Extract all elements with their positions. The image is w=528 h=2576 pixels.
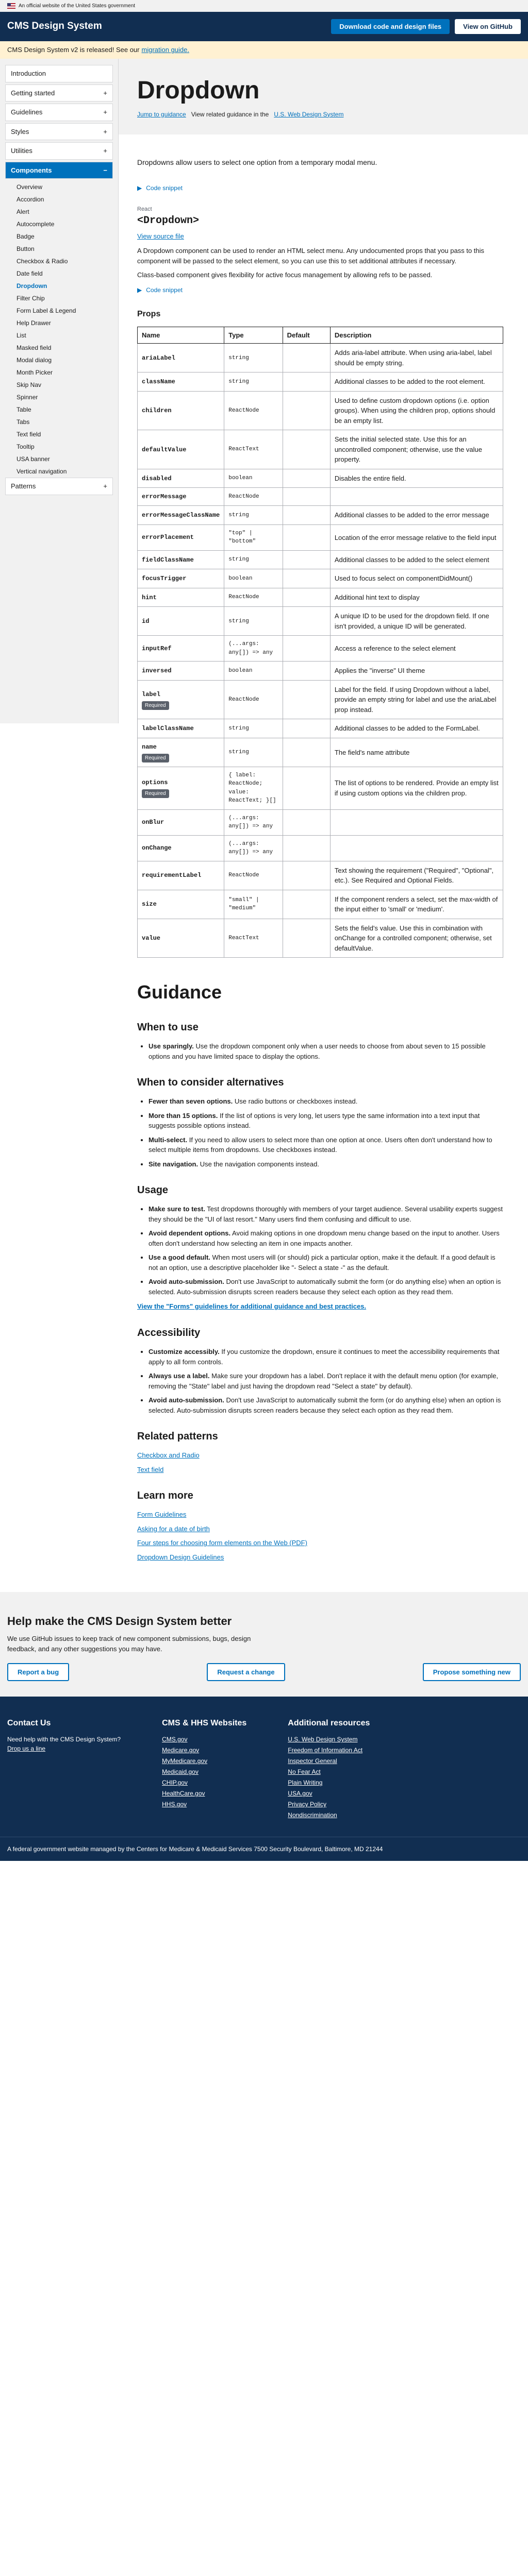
prop-default: [283, 569, 330, 588]
sidebar-subitem[interactable]: USA banner: [16, 455, 50, 463]
col-type: Type: [224, 327, 283, 344]
prop-description: Text showing the requirement ("Required", "Optional", etc.). See Required and Optional Fields.: [330, 861, 503, 890]
us-flag-icon: [7, 3, 15, 9]
prop-default: [283, 919, 330, 958]
prop-name: onChange: [138, 835, 224, 861]
sidebar-subitem[interactable]: Overview: [16, 183, 43, 191]
prop-type: string: [224, 719, 283, 738]
prop-default: [283, 636, 330, 662]
related-link[interactable]: Four steps for choosing form elements on the Web (PDF): [137, 1539, 307, 1547]
sidebar-subitem[interactable]: Text field: [16, 431, 41, 438]
propose-new-button[interactable]: Propose something new: [423, 1663, 521, 1681]
prop-type: ReactNode: [224, 488, 283, 506]
page-title: Dropdown: [137, 77, 260, 104]
prop-type: boolean: [224, 662, 283, 681]
prop-default: [283, 835, 330, 861]
prop-name: labelClassName: [138, 719, 224, 738]
footer-bottom: A federal government website managed by the Centers for Medicare & Medicaid Services 7500 Security Boulevard, Baltimore, MD 21244: [0, 1837, 528, 1861]
table-row: [138, 835, 503, 861]
table-row: [138, 607, 503, 636]
sidebar-subitem[interactable]: Modal dialog: [16, 357, 52, 364]
prop-default: [283, 488, 330, 506]
prop-name: inversed: [138, 662, 224, 681]
prop-default: [283, 607, 330, 636]
page-lead: Dropdowns allow users to select one option from a temporary modal menu.: [137, 158, 377, 166]
sidebar-subitem[interactable]: Checkbox & Radio: [16, 258, 68, 265]
prop-type: ReactNode: [224, 391, 283, 430]
plus-icon: +: [103, 108, 107, 116]
related-link[interactable]: Checkbox and Radio: [137, 1451, 200, 1460]
sidebar-item[interactable]: Utilities +: [5, 142, 113, 160]
prop-description: Sets the initial selected state. Use this for an uncontrolled component; otherwise, use the value property.: [330, 430, 503, 469]
list-item: • Make sure to test. Test dropdowns thoroughly with members of your target audience. Several usability experts suggest they should be the "UI of last resort." Many users find them confusing and difficult to use.: [148, 1204, 503, 1224]
prop-default: [283, 391, 330, 430]
prop-description: The field's name attribute: [330, 738, 503, 767]
col-name: Name: [138, 327, 224, 344]
prop-default: [283, 372, 330, 392]
list-item: • Multi-select. If you need to allow users to select more than one option at once. Users often don't understand how to select multiple items from dropdowns. Use checkboxes instead.: [148, 1135, 503, 1155]
uswds-link[interactable]: U.S. Web Design System: [274, 110, 344, 118]
sidebar-subitem[interactable]: Form Label & Legend: [16, 307, 76, 314]
sidebar-subitem[interactable]: Table: [16, 406, 31, 413]
footer-link[interactable]: Medicare.gov: [162, 1747, 200, 1754]
prop-default: [283, 680, 330, 719]
prop-type: "small" | "medium": [224, 890, 283, 919]
sidebar-item[interactable]: Introduction: [5, 65, 113, 82]
prop-default: [283, 767, 330, 809]
prop-description: The list of options to be rendered. Provide an empty list if using custom options via the children prop.: [330, 767, 503, 809]
list-item: • Avoid auto-submission. Don't use JavaScript to automatically submit the form (or do anything else) when an option is selected. Auto-submission disrupts screen readers because they select each option as they read them.: [148, 1395, 503, 1415]
sidebar-subitem[interactable]: Tooltip: [16, 443, 35, 450]
footer: Contact Us Need help with the CMS Design System? Drop us a line CMS & HHS Websites CMS.gov Medicare.gov MyMedicare.gov Medicaid.gov CHIP.gov HealthCare.gov HHS.gov Additional resources U.S. Web Design System Freedom of Information Act Inspector General No Fear Act Plain Writing USA.gov Privacy Policy Nondiscrimination: [0, 1697, 528, 1837]
table-row: [138, 524, 503, 550]
prop-name: onBlur: [138, 809, 224, 835]
plus-icon: +: [103, 147, 107, 155]
help-section: Help make the CMS Design System better We use GitHub issues to keep track of new component submissions, bugs, design feedback, and any other suggestions you may have. Report a bug Request a change Propose something new: [0, 1592, 528, 1697]
release-banner: CMS Design System v2 is released! See our migration guide.: [0, 41, 528, 59]
site-logo[interactable]: CMS Design System: [7, 21, 102, 32]
sidebar-subitem[interactable]: Tabs: [16, 418, 30, 426]
prop-name: name Required: [138, 738, 224, 767]
prop-description: Additional classes to be added to the root element.: [330, 372, 503, 392]
prop-name: focusTrigger: [138, 569, 224, 588]
prop-type: { label: ReactNode; value: ReactText; }[]: [224, 767, 283, 809]
prop-description: Access a reference to the select element: [330, 636, 503, 662]
prop-description: [330, 835, 503, 861]
prop-description: Disables the entire field.: [330, 469, 503, 488]
list-item: [137, 1465, 503, 1475]
list-item: • Use a good default. When most users will (or should) pick a particular option, make it the default. If a good default is not an option, use a descriptive placeholder like "- Select a state -" as the default.: [148, 1252, 503, 1273]
sidebar-subitem[interactable]: Vertical navigation: [16, 468, 67, 475]
prop-type: string: [224, 550, 283, 569]
prop-description: Used to define custom dropdown options (i.e. option groups). When using the children prop, options should be an empty list.: [330, 391, 503, 430]
prop-name: requirementLabel: [138, 861, 224, 890]
table-row: [138, 636, 503, 662]
footer-link[interactable]: No Fear Act: [288, 1768, 321, 1776]
prop-description: [330, 809, 503, 835]
prop-type: ReactNode: [224, 861, 283, 890]
prop-name: disabled: [138, 469, 224, 488]
sidebar-subitem[interactable]: Help Drawer: [16, 319, 51, 327]
migration-guide-link[interactable]: migration guide.: [141, 46, 189, 54]
list-item: • Customize accessibly. If you customize the dropdown, ensure it continues to meet the accessibility requirements that apply to all form controls.: [148, 1347, 503, 1367]
prop-default: [283, 430, 330, 469]
list-item: • Avoid auto-submission. Don't use JavaScript to automatically submit the form (or do anything else) when an option is selected. Auto-submission disrupts screen readers because they select each option as they read them.: [148, 1277, 503, 1297]
list-item: [137, 1450, 503, 1461]
prop-default: [283, 809, 330, 835]
prop-default: [283, 719, 330, 738]
prop-name: label Required: [138, 680, 224, 719]
prop-description: Applies the "inverse" UI theme: [330, 662, 503, 681]
sidebar-subitem[interactable]: Autocomplete: [16, 221, 55, 228]
required-badge: Required: [142, 701, 169, 710]
table-row: [138, 569, 503, 588]
footer-link[interactable]: Inspector General: [288, 1757, 337, 1765]
prop-type: (...args: any[]) => any: [224, 835, 283, 861]
footer-link[interactable]: Freedom of Information Act: [288, 1747, 363, 1754]
report-bug-button[interactable]: Report a bug: [7, 1663, 69, 1681]
code-snippet-toggle-2[interactable]: ▶ Code snippet: [137, 286, 183, 294]
prop-type: ReactNode: [224, 588, 283, 607]
prop-name: id: [138, 607, 224, 636]
footer-link[interactable]: MyMedicare.gov: [162, 1757, 208, 1765]
related-link[interactable]: Dropdown Design Guidelines: [137, 1553, 224, 1561]
prop-default: [283, 469, 330, 488]
prop-description: Location of the error message relative to the field input: [330, 524, 503, 550]
jump-to-guidance-link[interactable]: Jump to guidance: [137, 110, 186, 118]
prop-type: ReactNode: [224, 680, 283, 719]
description-1: A Dropdown component can be used to render an HTML select menu. Any undocumented props that you pass to this component will be passed to the select element, so you can use this to set additional attributes if necessary.: [137, 247, 485, 265]
forms-guidelines-link[interactable]: View the "Forms" guidelines for additional guidance and best practices.: [137, 1302, 367, 1311]
download-button[interactable]: Download code and design files: [331, 19, 450, 34]
page-hero: Dropdown Jump to guidance View related guidance in the U.S. Web Design System: [119, 59, 528, 134]
chevron-right-icon: ▶: [137, 184, 142, 192]
col-description: Description: [330, 327, 503, 344]
plus-icon: +: [103, 482, 107, 490]
footer-link[interactable]: Plain Writing: [288, 1779, 323, 1787]
table-row: [138, 861, 503, 890]
table-row: [138, 809, 503, 835]
footer-link[interactable]: U.S. Web Design System: [288, 1736, 358, 1743]
table-row: [138, 469, 503, 488]
prop-default: [283, 588, 330, 607]
prop-type: string: [224, 344, 283, 372]
sidebar-item[interactable]: Patterns +: [5, 478, 113, 495]
sidebar-subitem[interactable]: Filter Chip: [16, 295, 45, 302]
request-change-button[interactable]: Request a change: [207, 1663, 285, 1681]
prop-description: Additional hint text to display: [330, 588, 503, 607]
table-row: [138, 372, 503, 392]
sidebar-item[interactable]: Guidelines +: [5, 104, 113, 121]
prop-description: Sets the field's value. Use this in combination with onChange for a controlled component; otherwise, set defaultValue.: [330, 919, 503, 958]
list-item: [137, 1510, 503, 1520]
prop-type: ReactText: [224, 919, 283, 958]
prop-description: Additional classes to be added to the FormLabel.: [330, 719, 503, 738]
list-item: • Site navigation. Use the navigation components instead.: [148, 1159, 503, 1170]
footer-link[interactable]: Privacy Policy: [288, 1801, 326, 1808]
gov-banner: An official website of the United States government: [0, 0, 528, 12]
prop-name: inputRef: [138, 636, 224, 662]
props-heading: Props: [137, 309, 161, 318]
footer-link[interactable]: Medicaid.gov: [162, 1768, 199, 1776]
prop-type: string: [224, 372, 283, 392]
footer-link[interactable]: Nondiscrimination: [288, 1811, 337, 1819]
prop-description: Label for the field. If using Dropdown without a label, provide an empty string for label and use the ariaLabel prop instead.: [330, 680, 503, 719]
prop-description: A unique ID to be used for the dropdown field. If one isn't provided, a unique ID will be generated.: [330, 607, 503, 636]
footer-link[interactable]: CHIP.gov: [162, 1779, 188, 1787]
list-item: • Fewer than seven options. Use radio buttons or checkboxes instead.: [148, 1096, 503, 1107]
prop-description: If the component renders a select, set the max-width of the input either to 'small' or 'medium'.: [330, 890, 503, 919]
prop-name: hint: [138, 588, 224, 607]
prop-type: string: [224, 506, 283, 525]
list-item: • Always use a label. Make sure your dropdown has a label. Don't replace it with the default menu option (for example, removing the "State" label and just having the dropdown read "Select a state" by default).: [148, 1371, 503, 1391]
related-link[interactable]: Form Guidelines: [137, 1511, 187, 1519]
main-content: Dropdown Jump to guidance View related guidance in the U.S. Web Design System Dropdowns allow users to select one option from a temporary modal menu. ▶ Code snippet React <Dropdown> View source file A Dropdown component can be used to render an HTML select menu. Any undocumented props that you pass to this component will be passed to the select element, so you can use this to set additional attributes if necessary. Class-based component gives flexibility for active focus management by allowing refs to be passed. ▶ Code snippet Props Name Type Default Description ariaLabel string Adds aria-label attribute. When using aria-label, label should be empty string. className string Additional classes to be added to the root element. children ReactNode Used to define custom dropdown options (i.e. option groups). When using the children prop, options should be an empty list. defaultValue ReactText Sets the initial selected state. Use this for an uncontrolled component; otherwise, use the value property. disabled boolean Disables the entire field. errorMessage ReactNode errorMessageClassName string Additional classes to be added to the error message errorPlacement "top" | "bottom" Location of the error message relative to the field input fieldClassName string Additional classes to be added to the select element focusTrigger boolean Used to focus select on componentDidMount() hint ReactNode Additional hint text to display id string A unique ID to be used for the dropdown field. If one isn't provided, a unique ID will be generated. inputRef (...args: any[]) => any Access a reference to the select element inversed boolean Applies the "inverse" UI theme label Required ReactNode Label for the field. If using Dropdown without a label, provide an empty string for label and use the ariaLabel prop instead. labelClassName string Additional classes to be added to the FormLabel. name Required string The field's name attribute options Required { label: ReactNode; value: ReactText; }[] The list of options to be rendered. Provide an empty list if using custom options via the children prop. onBlur (...args: any[]) => any onChange (...args: any[]) => any requirementLabel ReactNode Text showing the requirement ("Required", "Optional", etc.). See Required and Optional Fields. size "small" | "medium" If the component renders a select, set the max-width of the input either to 'small' or 'medium'. value ReactText Sets the field's value. Use this in combination with onChange for a controlled component; otherwise, set defaultValue. Guidance When to use • Use sparingly. Use the dropdown component only when a user needs to choose from about seven to 15 possible options and you have limited space to display the options. When to consider alternatives • Fewer than seven options. Use radio buttons or checkboxes instead. • More than 15 options. If the list of options is very long, let users type the same information into a text input that suggests possible options instead. • Multi-select. If you need to allow users to select more than one option at once. Users often don't understand how to select multiple items from dropdowns. Use checkboxes instead. • Site navigation. Use the navigation components instead. Usage • Make sure to test. Test dropdowns thoroughly with members of your target audience. Several usability experts suggest they should be the "UI of last resort." Many users find them confusing and difficult to use. • Avoid dependent options. Avoid making options in one dropdown menu change based on the input to another. Users often don't understand how selecting an item in one impacts another. • Use a good default. When most users will (or should) pick a particular option, make it the default. If a good default is not an option, use a descriptive placeholder like "- Select a state -" as the default. • Avoid auto-submission. Don't use JavaScript to automatically submit the form (or do anything else) when an option is selected. Auto-submission disrupts screen readers because they select each option as they read them. View the "Forms" guidelines for additional guidance and best practices. Accessibility • Customize accessibly. If you customize the dropdown, ensure it continues to meet the accessibility requirements that apply to all form controls. • Always use a label. Make sure your dropdown has a label. Don't replace it with the default menu option (for example, removing the "State" label and just having the dropdown read "Select a state" by default). • Avoid auto-submission. Don't use JavaScript to automatically submit the form (or do anything else) when an option is selected. Auto-submission disrupts screen readers because they select each option as they read them. Related patterns Checkbox and Radio Text field Learn more Form Guidelines Asking for a date of birth Four steps for choosing form elements on the Web (PDF) Dropdown Design Guidelines: [119, 59, 528, 1566]
prop-default: [283, 890, 330, 919]
prop-default: [283, 344, 330, 372]
props-table: [137, 327, 503, 958]
sidebar-item[interactable]: Styles +: [5, 123, 113, 141]
table-row: [138, 662, 503, 681]
sidebar-subitem[interactable]: Badge: [16, 233, 35, 240]
guidance-section: Guidance When to use • Use sparingly. Use the dropdown component only when a user needs to choose from about seven to 15 possible options and you have limited space to display the options. When to consider alternatives • Fewer than seven options. Use radio buttons or checkboxes instead. • More than 15 options. If the list of options is very long, let users type the same information into a text input that suggests possible options instead. • Multi-select. If you need to allow users to select more than one option at once. Users often don't understand how to select multiple items from dropdowns. Use checkboxes instead. • Site navigation. Use the navigation components instead. Usage • Make sure to test. Test dropdowns thoroughly with members of your target audience. Several usability experts suggest they should be the "UI of last resort." Many users find them confusing and difficult to use. • Avoid dependent options. Avoid making options in one dropdown menu change based on the input to another. Users often don't understand how selecting an item in one impacts another. • Use a good default. When most users will (or should) pick a particular option, make it the default. If a good default is not an option, use a descriptive placeholder like "- Select a state -" as the default. • Avoid auto-submission. Don't use JavaScript to automatically submit the form (or do anything else) when an option is selected. Auto-submission disrupts screen readers because they select each option as they read them. View the "Forms" guidelines for additional guidance and best practices. Accessibility • Customize accessibly. If you customize the dropdown, ensure it continues to meet the accessibility requirements that apply to all form controls. • Always use a label. Make sure your dropdown has a label. Don't replace it with the default menu option (for example, removing the "State" label and just having the dropdown read "Select a state" by default). • Avoid auto-submission. Don't use JavaScript to automatically submit the form (or do anything else) when an option is selected. Auto-submission disrupts screen readers because they select each option as they read them. Related patterns Checkbox and Radio Text field Learn more Form Guidelines Asking for a date of birth Four steps for choosing form elements on the Web (PDF) Dropdown Design Guidelines: [137, 978, 503, 1562]
guidance-heading: Guidance: [137, 981, 222, 1003]
prop-default: [283, 662, 330, 681]
prop-default: [283, 550, 330, 569]
sidebar-item[interactable]: Components −: [5, 162, 113, 179]
col-default: Default: [283, 327, 330, 344]
github-button[interactable]: View on GitHub: [455, 19, 521, 34]
related-link[interactable]: Asking for a date of birth: [137, 1524, 210, 1533]
prop-type: (...args: any[]) => any: [224, 809, 283, 835]
prop-type: string: [224, 738, 283, 767]
table-row: [138, 738, 503, 767]
prop-name: children: [138, 391, 224, 430]
code-snippet-toggle[interactable]: ▶ Code snippet: [137, 184, 183, 192]
prop-name: defaultValue: [138, 430, 224, 469]
sidebar-subitem[interactable]: Accordion: [16, 196, 44, 203]
sidebar-subitem[interactable]: Masked field: [16, 344, 52, 351]
list-item: [137, 1552, 503, 1563]
table-row: [138, 890, 503, 919]
prop-description: [330, 488, 503, 506]
sidebar-item[interactable]: Getting started +: [5, 84, 113, 102]
sidebar: [0, 59, 119, 723]
sidebar-subitem[interactable]: Dropdown: [16, 282, 47, 290]
table-row: [138, 919, 503, 958]
prop-default: [283, 506, 330, 525]
table-row: [138, 488, 503, 506]
list-item: [137, 1524, 503, 1534]
sidebar-subitem[interactable]: Button: [16, 245, 35, 252]
footer-link[interactable]: HHS.gov: [162, 1801, 187, 1808]
sidebar-subitem[interactable]: Spinner: [16, 394, 38, 401]
footer-link[interactable]: HealthCare.gov: [162, 1790, 205, 1798]
chevron-right-icon: ▶: [137, 286, 142, 294]
sidebar-subitem[interactable]: List: [16, 332, 26, 339]
prop-default: [283, 738, 330, 767]
sidebar-subitem[interactable]: Date field: [16, 270, 43, 277]
table-row: [138, 506, 503, 525]
prop-name: errorMessage: [138, 488, 224, 506]
footer-link[interactable]: USA.gov: [288, 1790, 312, 1798]
sidebar-subitem[interactable]: Skip Nav: [16, 381, 42, 388]
table-row: [138, 767, 503, 809]
prop-default: [283, 861, 330, 890]
site-header: [0, 12, 528, 41]
description-2: Class-based component gives flexibility for active focus management by allowing refs to be passed.: [137, 271, 433, 279]
list-item: • More than 15 options. If the list of options is very long, let users type the same information into a text input that suggests possible options instead.: [148, 1111, 503, 1131]
required-badge: Required: [142, 789, 169, 798]
prop-type: boolean: [224, 569, 283, 588]
sidebar-subitem[interactable]: Alert: [16, 208, 29, 215]
list-item: • Avoid dependent options. Avoid making options in one dropdown menu change based on the input to another. Users often don't understand how selecting an item in one impacts another.: [148, 1228, 503, 1248]
table-row: [138, 391, 503, 430]
related-link[interactable]: Text field: [137, 1465, 164, 1473]
table-row: [138, 719, 503, 738]
minus-icon: −: [103, 166, 107, 174]
prop-description: Additional classes to be added to the select element: [330, 550, 503, 569]
table-row: [138, 680, 503, 719]
table-row: [138, 550, 503, 569]
footer-link[interactable]: CMS.gov: [162, 1736, 188, 1743]
sidebar-subitem[interactable]: Month Picker: [16, 369, 53, 376]
prop-name: fieldClassName: [138, 550, 224, 569]
prop-type: boolean: [224, 469, 283, 488]
table-row: [138, 430, 503, 469]
prop-name: size: [138, 890, 224, 919]
prop-type: "top" | "bottom": [224, 524, 283, 550]
prop-description: Used to focus select on componentDidMount(): [330, 569, 503, 588]
prop-description: Additional classes to be added to the error message: [330, 506, 503, 525]
prop-default: [283, 524, 330, 550]
plus-icon: +: [103, 89, 107, 97]
contact-link[interactable]: Drop us a line: [7, 1745, 46, 1753]
prop-name: value: [138, 919, 224, 958]
prop-description: Adds aria-label attribute. When using aria-label, label should be empty string.: [330, 344, 503, 372]
prop-type: string: [224, 607, 283, 636]
prop-name: ariaLabel: [138, 344, 224, 372]
table-row: [138, 344, 503, 372]
required-badge: Required: [142, 754, 169, 762]
list-item: [137, 1538, 503, 1548]
component-name: <Dropdown>: [137, 215, 200, 227]
list-item: • Use sparingly. Use the dropdown component only when a user needs to choose from about seven to 15 possible options and you have limited space to display the options.: [148, 1041, 503, 1061]
prop-type: (...args: any[]) => any: [224, 636, 283, 662]
prop-name: options Required: [138, 767, 224, 809]
prop-type: ReactText: [224, 430, 283, 469]
source-file-link[interactable]: View source file: [137, 232, 184, 241]
plus-icon: +: [103, 127, 107, 135]
prop-name: className: [138, 372, 224, 392]
table-row: [138, 588, 503, 607]
prop-name: errorPlacement: [138, 524, 224, 550]
prop-name: errorMessageClassName: [138, 506, 224, 525]
